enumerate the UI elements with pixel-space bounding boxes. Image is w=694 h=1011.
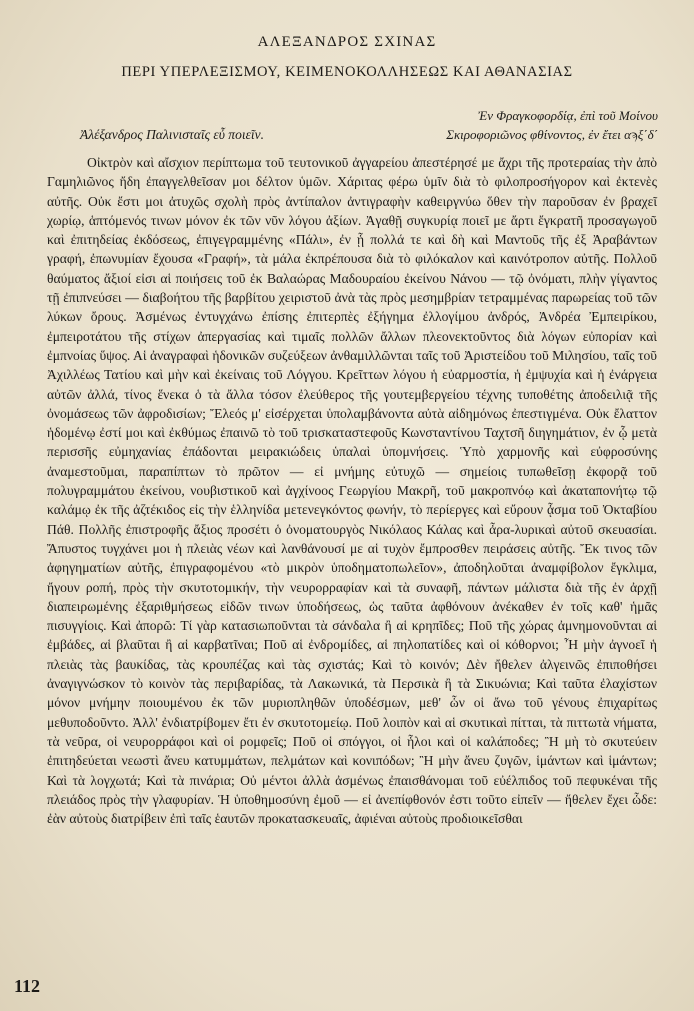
author-name: ΑΛΕΞΑΝΔΡΟΣ ΣΧΙΝΑΣ (257, 34, 437, 50)
salutation: Ἀλέξανδρος Παλινισταῖς εὖ ποιεῖν. (80, 127, 265, 142)
page-number: 112 (14, 976, 41, 996)
dateline (446, 106, 658, 144)
dateline-date: Σκιροφοριῶνος φθίνοντος, ἐν ἔτει αϡξ΄δ΄ (446, 127, 658, 142)
body-paragraph: Οἰκτρὸν καὶ αἴσχιον περίπτωμα τοῦ τευτονικοῦ ἀγγαρείου ἀπεστέρησέ με ἄχρι τῆς προτεραίας τὴν ἀπὸ Γαμηλιῶνος ἤδη ἐπαγγελθεῖσαν μοι δέλτον ὑμῶν. Χάριτας φέρω ὑμῖν διὰ τὸ φιλοπροσήγορον καὶ ἐκτενὲς αὐτῆς. Οὐκ ἔστι μοι ἀτυχῶς σχολὴ πρὸς ἀντίπαλον ἀντιγραφὴν καθειργνύω ὅθεν τὴν παροῦσαν ἐν βραχεῖ χωρίῳ, ἁπτόμενός τινων μόνον ἐκ τῶν νῦν λόγου ἀξίων. Ἀγαθῇ συγκυρίᾳ ποιεῖ με ἄρτι ἔγκρατῆ προσαγωγοῦ καὶ ἐπιτηδείας ἐκδόσεως, ἐπιγεγραμμένης «Πάλι», ἐν ᾗ πολλά τε καὶ δὴ καὶ Μαντοῦς τῆς ἐξ Ἀραβάντων γραφή, ἐπωνυμίαν ἔχουσα «Γραφή», τὰ μάλα ἐκπρέπουσα διὰ τὸ φιλόκαλον καὶ καινότροπον αὐτῆς. Πολλοῦ θαύματος ἄξιοί εἰσι αἱ ποιήσεις τοῦ ἐκ Βαλαώρας Μαδουραίου ἐκείνου Νάνου — τῷ ὀνόματι, πλὴν γίγαντος τῇ ἐπιπνεύσει — διαβοήτου τῆς βαρβίτου χειριστοῦ ἀνὰ τὰς πρὸς μεσημβρίαν τετραμμένας παρωρείας τοῦ τῶν λύκων ὄρους. Ἀσμένως ἐντυγχάνω ἐπίσης ἐπιτερπὲς ἐξήγημα ἐλλογίμου ἀνδρός, Ἀνδρέα Ἐμπειρίκου, ἐμπειροτάτου τῆς στίχων ἀπεργασίας καὶ τιμαῖς πολλῶν ἄλλων πλεονεκτοῦντος διὰ λόγων εὐπορίαν καὶ ἐμπνοίας ὕψος. Αἱ ἀναγραφαὶ ἡδονικῶν συζεύξεων ἀνθαμιλλῶνται ταῖς τοῦ Ἀριστείδου τοῦ Μιλησίου, ταῖς τοῦ Ἀχιλλέως Τατίου καὶ μὴν καὶ ἐκείναις τοῦ Λόγγου. Κρεῖττων λόγου ἡ εὐαρμοστία, ἡ ἐμψυχία καὶ ἡ ἐνάργεια αὐτῶν ἀλλά, τίνος ἕνεκα ὁ τὰ ἄλλα τόσον ἐλεύθερος τῆς γουτεμβεργείου τέχνης τυποθέτης ἀποδειλιᾷ τῆς ὀνομάσεως τῶν ἀφροδισίων; Ἔλεός μ' εἰσέρχεται ὑπολαμβάνοντα αὐτὰ αἰδημόνως ἐπεστιγμένα. Οὐκ ἔλαττον ἡδομένῳ ἐστί μοι καὶ ἐκθύμως ἐπαινῶ τὸ τοῦ τρισκαταστεφοῦς Κωνσταντίνου Ταχτσῆ διηγημάτιον, ἐν ᾧ μετὰ περισσῆς εὐμηχανίας ἐπάδονται μειρακιώδεις ὑπαλαὶ ὑπομνήσεις. Ὑπὸ χαρμονῆς καὶ εὐφροσύνης ἀναμεστοῦμαι, παραπίπτων τὸ πρῶτον — εἰ μνήμης εὐτυχῶ — σημείοις τυπωθεῖσῃ ἐκφορᾷ τοῦ πολυγραμμάτου ἐκείνου, νουβιστικοῦ καὶ ἀγχίνοος Γεωργίου Μακρῆ, τοῦ μακροπνόῳ καὶ ἀκαταπονήτῳ τῷ καλάμῳ ἐκ τῆς ἀζτέκιδος εἰς τὴν ἑλληνίδα μετενεγκόντος φωνήν, τὸ περίεργες καὶ εὔρουν ᾆσμα τοῦ Ὀκταβίου Πάθ. Πολλῆς ἐπιστροφῆς ἄξιος προσέτι ὁ ὀνοματουργὸς Νικόλαος Κάλας καὶ ἆρα-λυρικαὶ αὐτοῦ σκευασίαι. Ἄπυστος τυγχάνει μοι ἡ πλειὰς νέων καὶ λανθάνουσί με αἱ τυχὸν ἔμπροσθεν πειράσεις αὐτῆς. Ἔκ τινος τῶν ἀφηγηματίων αὐτῆς, ἐπιγραφομένου «τὸ μικρὸν ὑποδηματοπωλεῖον», ἀποδηλοῦται ἀναμφίβολον ἔγκλιμα, ἤγουν ροπή, πρὸς τὴν σκυτοτομικήν, τὴν νευρορραφίαν καὶ τὰ συναφῆ, πάντων μάλιστα διὰ τῆς ἐν ἀρχῇ διαπειρωμένης ἐξαριθμήσεως εἰδῶν τινων ὑποδήσεως, ὡς ταῦτα ἀφθόνουν ἀνέκαθεν ἐν τοῖς καθ' ἡμᾶς πισυγγίοις. Καὶ ἀπορῶ: Τί γὰρ κατασιωποῦνται τὰ σάνδαλα ἢ αἱ κρηπῖδες; Ποῦ τῆς χώρας ἀμνημονοῦνται αἱ ἐμβάδες, αἱ βλαῦται ἢ αἱ καρβατῖναι; Ποῦ αἱ ἐνδρομίδες, αἱ πηλοπατίδες καὶ οἱ κόθορνοι; Ἦ μὴν ἀγνοεῖ ἡ πλειὰς τὰς βαυκίδας, τὰς κρουπέζας καὶ τὰς σχιστάς; Καὶ τὸ κοινόν; Δὲν ἤθελεν ἀλγεινῶς ἐπιποθήσει ἀναγιγνώσκον τὸ κοινὸν τὰς περιβαρίδας, τὰ Λακωνικά, τὰ Περσικὰ ἢ τὰ Σικυώνια; Καὶ ταῦτα ἐλαχίστων μόνον μνήμην ποιουμένου ἐκ τῶν μυριοπληθῶν ὑποδέσμων, μεθ' ὧν οἱ ἄνω τοῦ γένους ἐπιχαρίτως μεθυποδοῦντο. Ἀλλ' ἐνδιατρίβομεν ἔτι ἐν σκυτοτομείῳ. Ποῦ λοιπὸν καὶ αἱ σκυτικαὶ πίτται, τὰ πιττωτὰ νήματα, τὰ νεῦρα, οἱ νευρορράφοι καὶ οἱ ρομφεῖς; Ποῦ οἱ σπόγγοι, οἱ ἧλοι καὶ οἱ καλάποδες; Ἢ μὴ τὸ σκυτεύειν ἐπιτηδεύεται νεωστὶ ἄνευ κατυμμάτων, πελμάτων καὶ κονιπόδων; Ἢ μὴν ἄνευ ζυγῶν, ἱμάντων καὶ ἱμάντων; Καὶ τὰ λογχωτά; Καὶ τὰ πινάρια; Οὐ μέντοι ἀλλὰ ἀσμένως ἐπαισθάνομαι τοῦ εὐέλπιδος τοῦ πεφυκέναι τῆς πλειάδος πρὸς τὴν γλαφυρίαν. Ἡ ὑποθημοσύνη ἐμοῦ — εἰ ἀνεπίφθονόν ἐστι τοῦτο εἰπεῖν — ἤθελεν ἔχει ὧδε: ἐὰν αὐτοὺς διατρίβειν ἐπὶ ταῖς ἑαυτῶν προκατασκευαῖς, ἀφιέναι αὐτοὺς προδιοικεῖσθαι (47, 155, 657, 827)
dateline-place: Ἐν Φραγκοφορδίᾳ, ἐπὶ τοῦ Μοίνου (477, 108, 658, 123)
essay-title: ΠΕΡΙ ΥΠΕΡΛΕΞΙΣΜΟΥ, ΚΕΙΜΕΝΟΚΟΛΛΗΣΕΩΣ ΚΑΙ ΑΘΑΝΑΣΙΑΣ (121, 64, 573, 80)
body-text (47, 153, 657, 828)
